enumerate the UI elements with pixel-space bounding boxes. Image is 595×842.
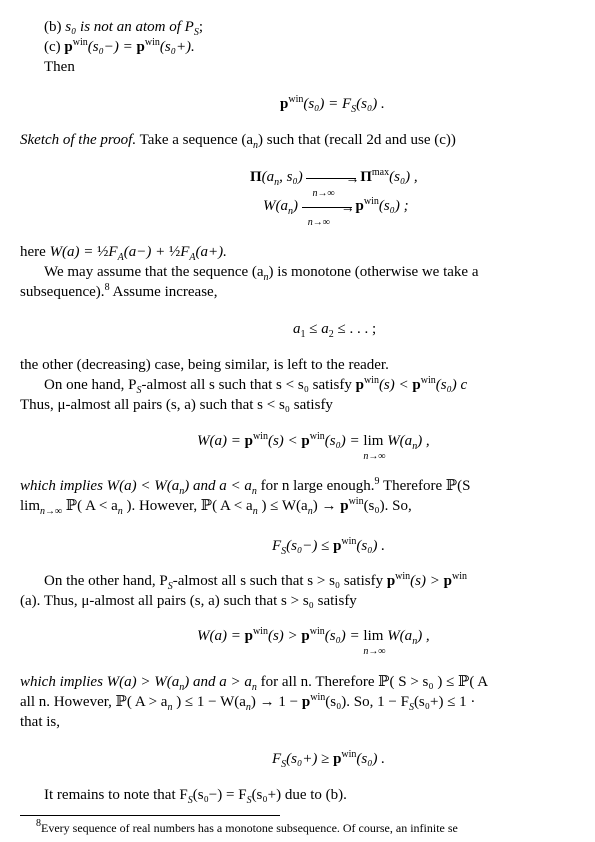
limit-equation-2: $W(a_n)$ → n→∞ $p^{win}(s_0)$ ; xyxy=(263,196,409,228)
fs-plus-inequality: $F_S(s_0+) \ge p^{win}(s_0)$ . xyxy=(272,749,385,770)
remains-line: It remains to note that $F_S(s_0-) = F_S(s_0+)$ due to (b). xyxy=(44,787,347,806)
implies-line-2: which implies $W(a) > W(a_n)$ and $a > a_n$ for all n. Therefore ℙ( S > s₀ ) ≤ ℙ( A xyxy=(20,674,489,693)
thus-line-1: Thus, μ-almost all pairs (s, a) such that s < s₀ satisfy xyxy=(20,397,333,413)
arrow-icon: → n→∞ xyxy=(302,198,352,216)
fs-minus-inequality: $F_S(s_0-) \le p^{win}(s_0)$ . xyxy=(272,536,385,557)
equation-w-greater: $W(a) = p^{win}(s) > p^{win}(s_0) = \lim$ n→∞ $W(a_n)$ , xyxy=(197,626,430,657)
then-text: Then xyxy=(44,59,75,75)
other-hand-line: On the other hand, $P_S$-almost all s such that s > s₀ satisfy $p^{win}(s) > p^{win}$ xyxy=(44,571,467,592)
other-case-line: the other (decreasing) case, being similar, is left to the reader. xyxy=(20,357,389,373)
here-line: here $W(a) = \frac{1}{2}F_A(a-)$ + $\frac{1}{2}F_A(a+)$. xyxy=(20,244,227,263)
all-n-line: all n. However, ℙ( $A > a_n$ ) ≤ $1 - W(a_n) \to 1 - p^{win}(s_0)$. So, $1 - F_S(s_0+) \le 1$ · xyxy=(20,692,476,713)
item-b: (b) s₀ is not an atom of $P_S$; xyxy=(44,19,203,38)
that-is-line: that is, xyxy=(20,714,60,730)
increasing-chain: $a_1 \le a_2$ ≤ . . . ; xyxy=(293,321,377,340)
footnote-8: $^8$Every sequence of real numbers has a monotone subsequence. Of course, an infinite se xyxy=(36,818,458,835)
thus-line-2: (a). Thus, μ-almost all pairs (s, a) such that s > s₀ satisfy xyxy=(20,593,357,609)
arrow-icon: → n→∞ xyxy=(306,169,356,187)
footnote-rule xyxy=(20,815,280,816)
equation-main: $p^{win}(s_0) = F_S(s_0)$ . xyxy=(280,94,385,115)
equation-w-less: $W(a) = p^{win}(s) < p^{win}(s_0) = \lim$ n→∞ $W(a_n)$ , xyxy=(197,431,430,462)
lim-line: $\lim_{n\to\infty}$ ℙ( $A < a_n$ ). However, ℙ( $A < a_n$ ) ≤ $W(a_n) \to p^{win}(s_0)$. So, xyxy=(20,496,412,517)
sketch-line: Sketch of the proof. Take a sequence $(a_n)$ such that (recall 2d and use (c)) xyxy=(20,132,456,151)
monotone-line-2: subsequence).$^8$ Assume increase, xyxy=(20,282,218,300)
one-hand-line: On one hand, $P_S$-almost all s such that s < s₀ satisfy $p^{win}(s) < p^{win}(s_0)$ c xyxy=(44,375,468,396)
item-c: (c) $p^{win}(s_0-) = p^{win}(s_0+)$. xyxy=(44,37,195,55)
limit-equation-1: $\Pi(a_n$, s₀) → n→∞ $\Pi^{max}(s_0)$ , xyxy=(250,167,418,199)
implies-line-1: which implies $W(a) < W(a_n)$ and $a < a_n$ for n large enough.$^9$ Therefore ℙ(S xyxy=(20,476,471,497)
monotone-line-1: We may assume that the sequence $(a_n)$ is monotone (otherwise we take a xyxy=(44,264,479,283)
